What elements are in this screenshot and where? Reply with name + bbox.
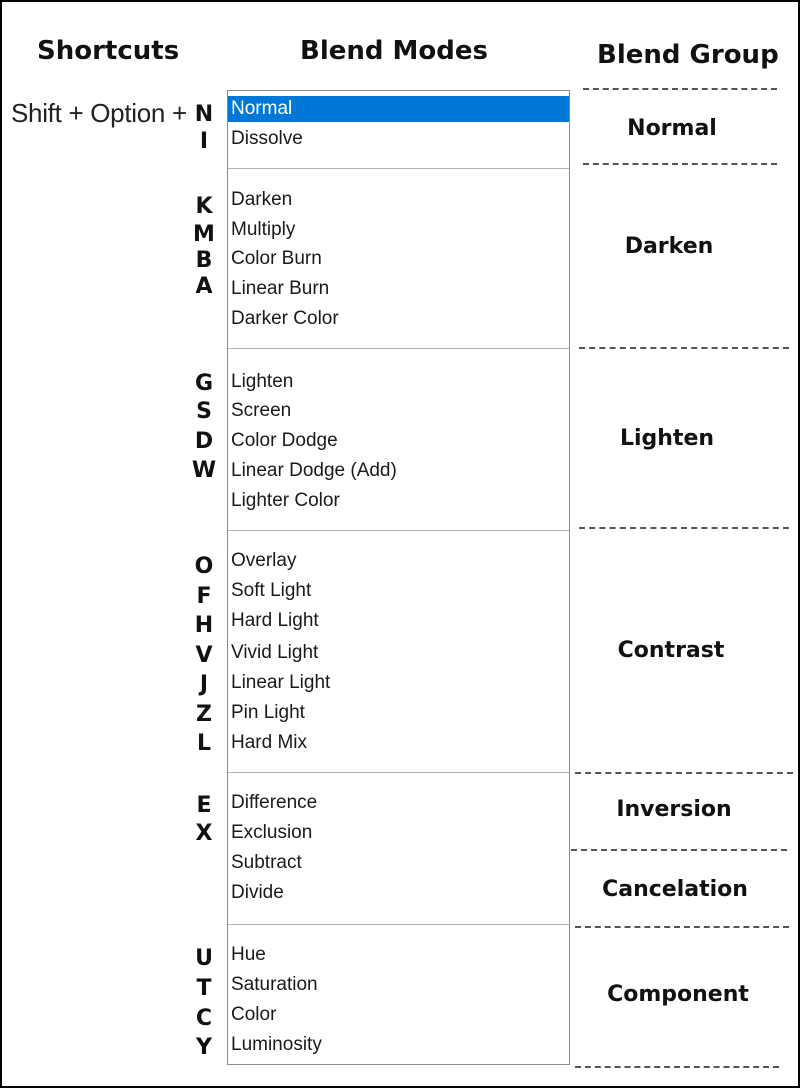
shortcut-key: F [196,584,212,609]
group-divider [575,1066,779,1068]
group-label-darken: Darken [624,234,714,259]
blend-mode-screen[interactable]: Screen [231,400,292,421]
shortcut-key: N [194,102,214,127]
shortcut-key: M [193,222,215,247]
blend-mode-vivid-light[interactable]: Vivid Light [231,642,319,663]
shortcut-key: H [194,613,214,638]
shortcut-key: O [194,554,214,579]
blend-mode-normal[interactable]: Normal [228,96,569,122]
group-label-normal: Normal [627,116,717,141]
shortcut-key: I [199,129,209,154]
shortcut-key: K [195,194,213,219]
blend-mode-subtract[interactable]: Subtract [231,852,302,873]
blend-mode-listbox[interactable] [227,90,570,1065]
blend-mode-color-dodge[interactable]: Color Dodge [231,430,338,451]
listbox-separator [228,530,569,531]
group-divider [583,88,777,90]
group-label-inversion: Inversion [616,797,732,822]
listbox-separator [228,348,569,349]
group-divider [579,347,789,349]
blend-mode-luminosity[interactable]: Luminosity [231,1034,322,1055]
blend-mode-pin-light[interactable]: Pin Light [231,702,305,723]
listbox-separator [228,168,569,169]
blend-mode-linear-light[interactable]: Linear Light [231,672,331,693]
blend-mode-saturation[interactable]: Saturation [231,974,318,995]
shortcut-key: V [195,643,213,668]
blend-mode-linear-burn[interactable]: Linear Burn [231,278,330,299]
group-divider [575,926,789,928]
shortcut-key: Z [196,702,212,727]
group-divider [575,772,793,774]
shortcut-prefix: Shift + Option + [11,98,187,128]
shortcut-key: S [196,399,212,424]
shortcut-key: E [196,793,212,818]
shortcut-key: W [191,458,217,483]
shortcut-key: J [199,672,209,697]
shortcut-key: D [194,429,214,454]
shortcut-key: L [196,731,212,756]
shortcut-key: B [195,248,213,273]
blend-mode-hue[interactable]: Hue [231,944,266,965]
group-divider [571,849,787,851]
group-divider [583,163,777,165]
blend-modes-header: Blend Modes [300,36,488,66]
blend-group-header: Blend Group [597,40,779,70]
blend-mode-lighten[interactable]: Lighten [231,371,294,392]
blend-mode-exclusion[interactable]: Exclusion [231,822,313,843]
shortcuts-header: Shortcuts [37,36,180,66]
shortcut-key: T [196,976,212,1001]
shortcut-key: G [194,371,214,396]
blend-mode-divide[interactable]: Divide [231,882,284,903]
shortcut-key: C [195,1006,213,1031]
listbox-separator [228,772,569,773]
group-divider [579,527,789,529]
shortcut-key: X [195,821,213,846]
blend-mode-lighter-color[interactable]: Lighter Color [231,490,340,511]
blend-mode-difference[interactable]: Difference [231,792,318,813]
blend-mode-color[interactable]: Color [231,1004,277,1025]
blend-mode-darken[interactable]: Darken [231,189,293,210]
blend-mode-color-burn[interactable]: Color Burn [231,248,322,269]
blend-mode-soft-light[interactable]: Soft Light [231,580,312,601]
shortcut-key: U [195,946,213,971]
blend-mode-overlay[interactable]: Overlay [231,550,297,571]
group-label-cancelation: Cancelation [602,877,748,902]
shortcut-key: A [195,274,213,299]
shortcut-key: Y [196,1035,212,1060]
group-label-lighten: Lighten [619,426,715,451]
group-label-component: Component [607,982,749,1007]
blend-mode-hard-light[interactable]: Hard Light [231,610,319,631]
listbox-separator [228,924,569,925]
blend-mode-darker-color[interactable]: Darker Color [231,308,339,329]
blend-mode-hard-mix[interactable]: Hard Mix [231,732,308,753]
blend-mode-linear-dodge[interactable]: Linear Dodge (Add) [231,460,397,481]
blend-mode-dissolve[interactable]: Dissolve [231,128,303,149]
group-label-contrast: Contrast [617,638,725,663]
blend-mode-multiply[interactable]: Multiply [231,219,296,240]
